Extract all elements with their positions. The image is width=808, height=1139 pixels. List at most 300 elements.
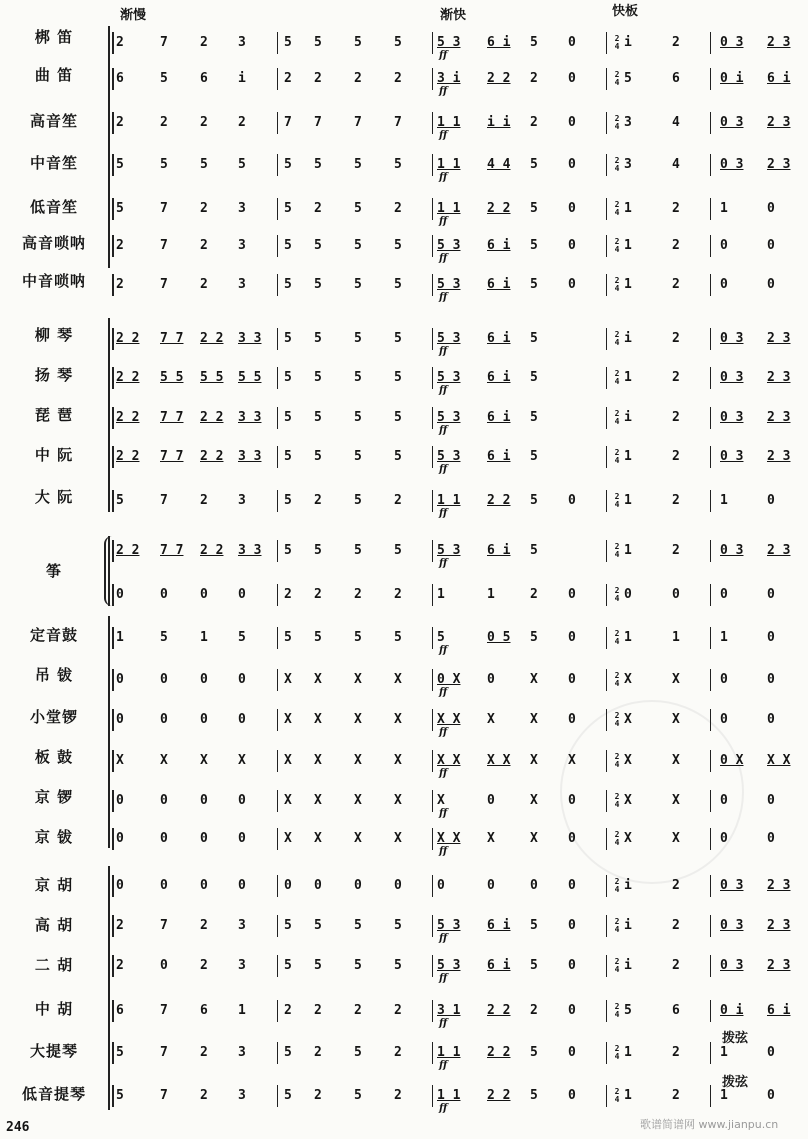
note: 2 [238,115,246,130]
note: 0 3 [720,331,744,346]
note: 0 [116,878,124,893]
instrument-label: 高音笙 [29,112,78,130]
note: 2 [672,201,680,216]
note: 0 3 [720,410,744,425]
note: 5 [394,157,402,172]
barline [432,32,433,54]
note: 6 [200,71,208,86]
note: 5 [284,493,292,508]
note: 2 [200,35,208,50]
barline [277,446,278,468]
note: 3 3 [238,449,262,464]
note: 5 [530,277,538,292]
note: 0 [487,793,495,808]
note: 4 [672,115,680,130]
note: 2 2 [200,543,224,558]
time-signature: 2 4 [614,492,620,509]
barline [710,1000,711,1022]
page-number: 246 [6,1120,30,1135]
note: 1 [720,1045,728,1060]
note: 1 1 [437,201,461,216]
instrument-label: 大 阮 [34,488,74,506]
barline [112,915,114,937]
note: 2 [672,35,680,50]
note: 2 [354,1003,362,1018]
note: 5 5 [200,370,224,385]
time-signature: 2 4 [614,34,620,51]
note: 5 [354,370,362,385]
barline [432,367,433,389]
note: 2 [116,238,124,253]
barline [606,446,607,468]
barline [606,235,607,257]
instrument-label: 梆 笛 [34,28,74,46]
note: 0 [568,1088,576,1103]
note: 5 [284,331,292,346]
note: 6 i [487,543,511,558]
note: 0 5 [487,630,511,645]
barline [112,198,114,220]
barline [710,112,711,134]
note: 0 [568,831,576,846]
staff-row [112,66,802,97]
note: 0 [238,712,246,727]
instrument-label: 中 阮 [34,446,74,464]
note: X [354,753,362,768]
note: 5 [116,493,124,508]
note: 0 [767,238,775,253]
note: 0 i [720,71,744,86]
barline [710,407,711,429]
barline [432,790,433,812]
note: 5 [284,630,292,645]
instrument-label: 高音唢呐 [21,234,86,252]
note: 0 [568,672,576,687]
note: 2 2 [116,410,140,425]
barline [710,32,711,54]
barline [112,112,114,134]
note: 0 [568,918,576,933]
note: 0 [568,793,576,808]
dynamic-marking: ff [439,687,448,698]
note: 2 [394,1045,402,1060]
note: 2 2 [200,449,224,464]
note: i [624,410,632,425]
staff-row [112,405,802,436]
barline [432,875,433,897]
note: 5 3 [437,331,461,346]
note: 7 [284,115,292,130]
note: 5 [530,493,538,508]
note: 1 [624,449,632,464]
dynamic-marking: ff [439,846,448,857]
staff-row [112,788,802,819]
barline [112,709,114,731]
note: X [284,831,292,846]
barline [606,407,607,429]
staff-row [112,998,802,1029]
note: 2 3 [767,449,791,464]
note: 0 [116,712,124,727]
time-signature: 2 4 [614,1044,620,1061]
barline [606,627,607,649]
note: X [314,831,322,846]
barline [710,154,711,176]
note: 2 [394,587,402,602]
note: X [238,753,246,768]
staff-row [112,488,802,519]
note: X [314,793,322,808]
barline [112,407,114,429]
staff-row [112,748,802,779]
note: 0 [720,277,728,292]
note: 3 [238,238,246,253]
staff-row [112,625,802,656]
note: 5 [314,238,322,253]
note: 5 [530,238,538,253]
note: 5 [530,918,538,933]
note: 3 3 [238,410,262,425]
barline [277,669,278,691]
note: 1 [624,543,632,558]
note: X [314,753,322,768]
barline [277,955,278,977]
barline [277,875,278,897]
note: 0 [767,493,775,508]
time-signature: 2 4 [614,276,620,293]
note: 5 [116,1088,124,1103]
barline [432,1042,433,1064]
note: X [672,712,680,727]
time-signature: 2 4 [614,957,620,974]
note: 5 [394,410,402,425]
barline [277,915,278,937]
note: 6 [672,1003,680,1018]
note: X [568,753,576,768]
note: 0 [238,672,246,687]
note: 5 [284,543,292,558]
note: 5 [394,238,402,253]
note: X [284,672,292,687]
note: 2 [116,35,124,50]
barline [277,68,278,90]
note: 2 [200,277,208,292]
note: 5 [314,277,322,292]
note: 6 i [487,958,511,973]
note: 5 [284,157,292,172]
note: 0 [767,630,775,645]
note: 7 [160,35,168,50]
time-signature: 2 4 [614,330,620,347]
note: 2 [394,201,402,216]
note: 2 [314,1088,322,1103]
barline [432,584,433,606]
note: 0 [767,712,775,727]
barline [606,274,607,296]
note: 2 [394,493,402,508]
note: 0 [767,793,775,808]
time-signature: 2 4 [614,448,620,465]
barline [606,1085,607,1107]
note: 7 7 [160,543,184,558]
note: X [314,672,322,687]
barline [710,490,711,512]
note: 2 [116,277,124,292]
note: X [116,753,124,768]
note: 0 [568,878,576,893]
dynamic-marking: ff [439,346,448,357]
note: 0 [568,115,576,130]
note: i [624,35,632,50]
barline [710,875,711,897]
note: X [624,753,632,768]
barline [277,490,278,512]
barline [710,584,711,606]
barline [710,915,711,937]
note: 2 [530,115,538,130]
dynamic-marking: ff [439,172,448,183]
note: 2 2 [487,71,511,86]
note: 5 [530,370,538,385]
note: 5 [394,331,402,346]
note: 0 3 [720,543,744,558]
time-signature: 2 4 [614,409,620,426]
staff-row [112,326,802,357]
instrument-label: 京 胡 [34,876,74,894]
note: 5 [530,630,538,645]
note: X [530,753,538,768]
note: X [624,672,632,687]
note: 2 2 [487,493,511,508]
barline [432,1085,433,1107]
barline [432,490,433,512]
time-signature: 2 4 [614,792,620,809]
barline [112,1085,114,1107]
dynamic-marking: ff [439,645,448,656]
barline [432,446,433,468]
note: 2 3 [767,958,791,973]
note: 6 i [487,331,511,346]
note: 0 [568,1045,576,1060]
note: 7 [160,238,168,253]
note: 0 3 [720,878,744,893]
note: 7 7 [160,449,184,464]
note: 7 [160,201,168,216]
note: 0 3 [720,958,744,973]
barline [112,627,114,649]
time-signature: 2 4 [614,1002,620,1019]
time-signature: 2 4 [614,237,620,254]
note: 1 [720,493,728,508]
note: 6 i [767,71,791,86]
barline [710,68,711,90]
note: 5 [160,157,168,172]
note: 5 3 [437,238,461,253]
note: 1 1 [437,157,461,172]
note: X [394,831,402,846]
dynamic-marking: ff [439,768,448,779]
note: X [394,753,402,768]
note: 2 [672,493,680,508]
note: 1 [116,630,124,645]
note: 5 [314,331,322,346]
dynamic-marking: ff [439,292,448,303]
note: 2 [200,201,208,216]
note: 5 [354,543,362,558]
note: 6 [116,1003,124,1018]
time-signature: 2 4 [614,917,620,934]
barline [432,915,433,937]
barline [606,68,607,90]
barline [606,875,607,897]
barline [710,540,711,562]
barline [432,112,433,134]
note: 0 [238,793,246,808]
barline [277,328,278,350]
barline [277,198,278,220]
note: 5 3 [437,543,461,558]
barline [432,828,433,850]
note: i [624,331,632,346]
note: 0 3 [720,449,744,464]
note: 0 [160,712,168,727]
note: X [354,672,362,687]
note: 0 [568,712,576,727]
note: 5 [394,370,402,385]
barline [710,709,711,731]
note: 2 [530,1003,538,1018]
barline [710,1085,711,1107]
note: 5 3 [437,370,461,385]
note: 6 i [487,238,511,253]
note: 7 [394,115,402,130]
dynamic-marking: ff [439,1103,448,1114]
note: 1 [720,630,728,645]
note: 2 [314,201,322,216]
note: 0 [720,672,728,687]
note: 2 2 [200,331,224,346]
note: 7 [160,1088,168,1103]
note: 0 [767,1045,775,1060]
note: X [284,793,292,808]
instrument-label: 板 鼓 [34,748,74,766]
note: 1 [624,277,632,292]
note: X [672,793,680,808]
note: 3 1 [437,1003,461,1018]
barline [710,955,711,977]
barline [432,669,433,691]
note: 3 [238,1045,246,1060]
barline [432,274,433,296]
note: 1 [624,201,632,216]
note: 5 [354,1045,362,1060]
barline [710,790,711,812]
note: 2 [394,71,402,86]
instrument-label: 扬 琴 [34,366,74,384]
note: 0 [200,712,208,727]
instrument-label: 低音笙 [29,198,78,216]
note: X [672,753,680,768]
note: 2 [530,71,538,86]
barline [432,955,433,977]
note: 0 [767,831,775,846]
note: 5 [530,35,538,50]
dynamic-marking: ff [439,425,448,436]
note: 6 i [487,370,511,385]
time-signature: 2 4 [614,156,620,173]
note: 2 3 [767,543,791,558]
note: 2 [314,1003,322,1018]
note: 0 [200,831,208,846]
dynamic-marking: ff [439,86,448,97]
note: 7 7 [160,331,184,346]
note: 5 [314,35,322,50]
barline [710,198,711,220]
barline [710,1042,711,1064]
staff-row [112,953,802,984]
barline [710,235,711,257]
barline [112,828,114,850]
note: 1 [437,587,445,602]
note: 5 [530,1045,538,1060]
note: 5 [394,958,402,973]
barline [277,154,278,176]
note: 5 [284,958,292,973]
note: 2 3 [767,35,791,50]
note: 5 [314,918,322,933]
note: 5 [284,1045,292,1060]
note: X [284,712,292,727]
note: 0 [238,831,246,846]
barline [277,627,278,649]
note: 5 [238,630,246,645]
barline [112,540,114,562]
note: 2 2 [116,449,140,464]
note: X X [437,712,461,727]
note: 0 [160,878,168,893]
note: 0 3 [720,370,744,385]
note: X [394,672,402,687]
note: 4 [672,157,680,172]
note: 0 [720,831,728,846]
barline [112,154,114,176]
note: X [354,793,362,808]
note: 3 [624,115,632,130]
instrument-label: 大提琴 [29,1042,78,1060]
system-bracket [108,318,110,512]
note: 2 [672,1088,680,1103]
note: 0 [238,878,246,893]
note: 2 [530,587,538,602]
note: 7 [160,918,168,933]
note: 7 [314,115,322,130]
barline [432,68,433,90]
note: 0 [200,793,208,808]
note: 2 [200,918,208,933]
instrument-label: 中音唢呐 [21,272,86,290]
note: 0 [568,493,576,508]
note: 5 [394,35,402,50]
dynamic-marking: ff [439,385,448,396]
note: 6 i [487,277,511,292]
barline [112,584,114,606]
note: 5 3 [437,35,461,50]
note: 5 [394,630,402,645]
note: 0 [200,878,208,893]
barline [277,584,278,606]
barline [432,198,433,220]
note: 0 [116,587,124,602]
